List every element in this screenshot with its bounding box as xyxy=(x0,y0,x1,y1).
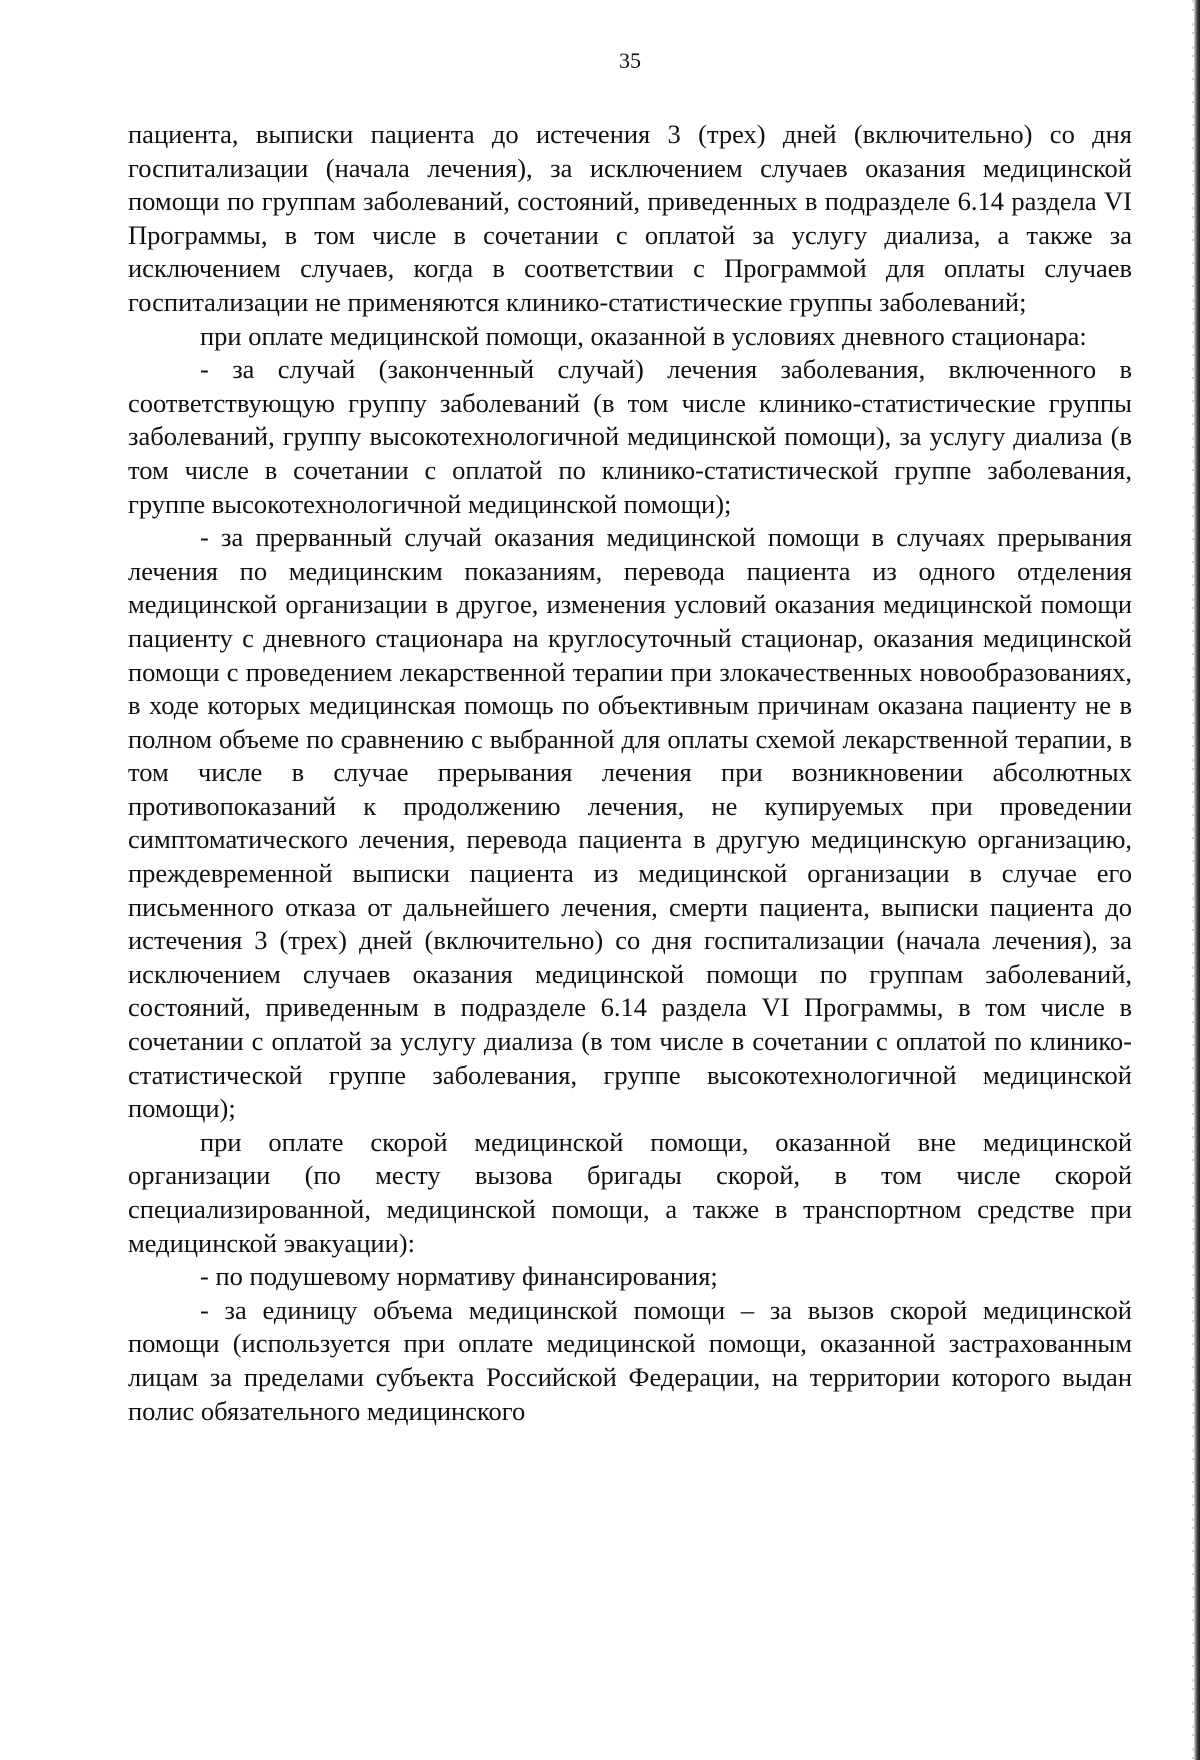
paragraph-unit-volume: - за единицу объема медицинской помощи – за вызов скорой медицинской помощи (используется при оплате медицинской помощи, оказанной застрахованным лицам за пределами субъекта Российской Федерации, на территории которого выдан полис обязательного медицинского xyxy=(128,1294,1132,1426)
paragraph-interrupted-case: - за прерванный случай оказания медицинской помощи в случаях прерывания лечения по медицинским показаниям, перевода пациента из одного отделения медицинской организации в другое, изменения условий оказания медицинской помощи пациенту с дневного стационара на круглосуточный стационар, оказания медицинской помощи с проведением лекарственной терапии при злокачественных новообразованиях, в ходе которых медицинская помощь по объективным причинам оказана пациенту не в полном объеме по сравнению с выбранной для оплаты схемой лекарственной терапии, в том числе в случае прерывания лечения при возникновении абсолютных противопоказаний к продолжению лечения, не купируемых при проведении симптоматического лечения, перевода пациента в другую медицинскую организацию, преждевременной выписки пациента из медицинской организации в случае его письменного отказа от дальнейшего лечения, смерти пациента, выписки пациента до истечения 3 (трех) дней (включительно) со дня госпитализации (начала лечения), за исключением случаев оказания медицинской помощи по группам заболеваний, состояний, приведенным в подразделе 6.14 раздела VI Программы, в том числе в сочетании с оплатой за услугу диализа (в том числе в сочетании с оплатой по клинико-статистической группе заболевания, группе высокотехнологичной медицинской помощи); xyxy=(128,522,1132,1124)
document-text xyxy=(128,118,1132,1428)
page-number: 35 xyxy=(619,48,641,73)
paragraph-completed-case: - за случай (законченный случай) лечения заболевания, включенного в соответствующую группу заболеваний (в том числе клинико-статистические группы заболеваний, группу высокотехнологичной медицинской помощи), за услугу диализа (в том числе в сочетании с оплатой по клинико-статистической группе заболевания, группе высокотехнологичной медицинской помощи); xyxy=(128,354,1132,519)
paragraph-continuation: пациента, выписки пациента до истечения 3 (трех) дней (включительно) со дня госпитализации (начала лечения), за исключением случаев оказания медицинской помощи по группам заболеваний, состояний, приведенных в подразделе 6.14 раздела VI Программы, в том числе в сочетании с оплатой за услугу диализа, а также за исключением случаев, когда в соответствии с Программой для оплаты случаев госпитализации не применяются клинико-статистические группы заболеваний; xyxy=(128,119,1132,317)
scan-edge xyxy=(1194,0,1200,1760)
paragraph-per-capita: - по подушевому нормативу финансирования; xyxy=(200,1261,718,1292)
paragraph-day-hospital-intro: при оплате медицинской помощи, оказанной в условиях дневного стационара: xyxy=(200,320,1087,351)
paragraph-emergency-intro: при оплате скорой медицинской помощи, оказанной вне медицинской организации (по месту вызова бригады скорой, в том числе скорой специализированной, медицинской помощи, а также в транспортном средстве при медицинской эвакуации): xyxy=(128,1126,1132,1258)
